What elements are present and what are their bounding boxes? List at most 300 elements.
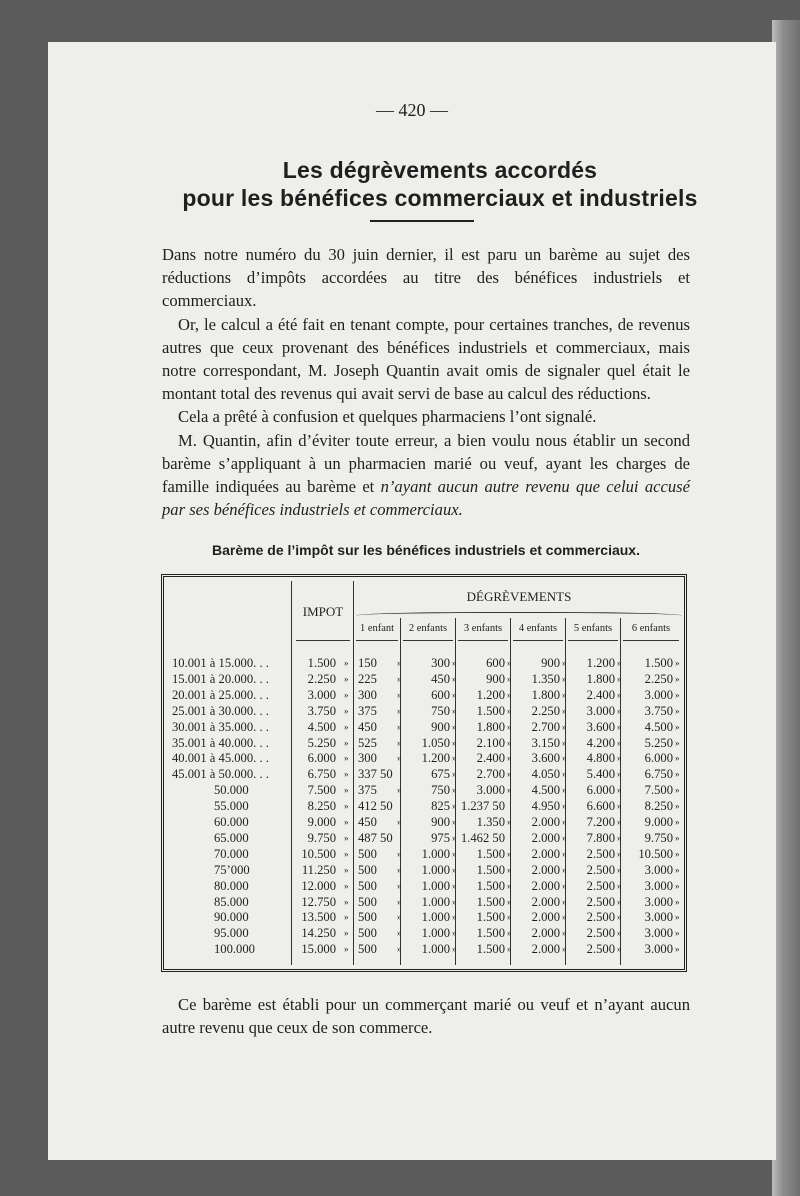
degrevement-value: 10.500: [638, 846, 673, 861]
ditto-mark: »: [344, 673, 349, 684]
ditto-mark: »: [344, 769, 349, 780]
table-row: [0, 894, 800, 910]
income-range: 85.000: [214, 894, 249, 909]
ditto-mark: »: [562, 753, 567, 764]
degrevement-value: 2.500: [586, 862, 615, 877]
ditto-mark: »: [507, 912, 512, 923]
ditto-mark: »: [452, 817, 457, 827]
ditto-mark: »: [452, 705, 457, 716]
degrevement-value: 450: [431, 671, 450, 686]
degrevement-value: 375: [358, 703, 377, 718]
degrevement-value: 1.237 50: [460, 799, 505, 814]
degrevement-value: 150: [358, 656, 377, 670]
ditto-mark: »: [617, 721, 622, 732]
degrevement-value: 2.500: [586, 942, 615, 957]
degrevement-value: 2.250: [644, 671, 673, 686]
degrevement-value: 2.500: [586, 926, 615, 941]
degrevement-value: 1.350: [476, 815, 505, 829]
impot-value: 6.750: [307, 767, 336, 782]
table-row: [0, 655, 800, 671]
header-brace: [356, 612, 682, 621]
ditto-mark: »: [562, 864, 567, 875]
degrevement-value: 2.100: [476, 735, 505, 750]
ditto-mark: »: [397, 880, 402, 891]
ditto-mark: »: [507, 817, 512, 827]
ditto-mark: »: [452, 673, 457, 684]
ditto-mark: »: [397, 912, 402, 923]
degrevement-value: 2.400: [476, 751, 505, 766]
degrevement-value: 5.250: [644, 735, 673, 750]
ditto-mark: »: [344, 801, 349, 812]
table-row: [0, 735, 800, 751]
ditto-mark: »: [617, 880, 622, 891]
degrevement-value: 4.050: [531, 767, 560, 782]
degrevement-value: 6.000: [644, 751, 673, 766]
degrevement-value: 1.200: [421, 751, 450, 766]
degrevement-value: 3.000: [644, 878, 673, 893]
impot-value: 13.500: [301, 910, 336, 925]
title-rule: [370, 220, 474, 222]
title-line-2: pour les bénéfices commerciaux et industriels: [182, 185, 698, 211]
ditto-mark: »: [452, 658, 457, 668]
ditto-mark: »: [617, 705, 622, 716]
income-range: 75’000: [214, 862, 250, 877]
degrevement-value: 3.000: [644, 687, 673, 702]
ditto-mark: »: [675, 848, 680, 859]
ditto-mark: »: [452, 801, 457, 812]
impot-value: 14.250: [301, 926, 336, 941]
degrevement-value: 5.400: [586, 767, 615, 782]
table-row: [0, 941, 800, 957]
impot-value: 2.250: [307, 671, 336, 686]
ditto-mark: »: [452, 944, 457, 955]
ditto-mark: »: [617, 896, 622, 907]
ditto-mark: »: [617, 912, 622, 923]
income-range: 10.001 à 15.000. . .: [172, 656, 269, 670]
degrevement-value: 2.250: [531, 703, 560, 718]
degrevement-value: 1.500: [644, 656, 673, 670]
degrevement-value: 1.000: [421, 846, 450, 861]
ditto-mark: »: [397, 737, 402, 748]
degrevement-value: 1.500: [476, 910, 505, 925]
ditto-mark: »: [675, 785, 680, 796]
degrevement-value: 500: [358, 878, 377, 893]
ditto-mark: »: [675, 658, 680, 668]
ditto-mark: »: [507, 769, 512, 780]
impot-value: 8.250: [307, 799, 336, 814]
ditto-mark: »: [397, 817, 402, 827]
ditto-mark: »: [675, 928, 680, 939]
ditto-mark: »: [344, 737, 349, 748]
impot-value: 5.250: [307, 735, 336, 750]
ditto-mark: »: [562, 832, 567, 843]
income-range: 60.000: [214, 815, 249, 829]
ditto-mark: »: [507, 658, 512, 668]
degrevement-value: 6.600: [586, 799, 615, 814]
degrevement-value: 1.000: [421, 862, 450, 877]
degrevement-value: 1.500: [476, 894, 505, 909]
degrevement-value: 487 50: [358, 830, 393, 845]
ditto-mark: »: [344, 705, 349, 716]
degrevement-value: 600: [486, 656, 505, 670]
article-title: [120, 156, 760, 212]
table-row: [0, 782, 800, 798]
ditto-mark: »: [562, 880, 567, 891]
degrevement-value: 500: [358, 926, 377, 941]
degrevement-value: 300: [431, 656, 450, 670]
paragraph-4-italic: n’ayant aucun autre revenu que celui accusé par ses bénéfices industriels et commerciaux.: [162, 477, 690, 520]
degrevement-value: 900: [541, 656, 560, 670]
ditto-mark: »: [617, 753, 622, 764]
impot-value: 3.000: [307, 687, 336, 702]
ditto-mark: »: [675, 737, 680, 748]
degrevement-value: 2.000: [531, 846, 560, 861]
ditto-mark: »: [617, 817, 622, 827]
ditto-mark: »: [562, 721, 567, 732]
degrevement-value: 1.350: [531, 671, 560, 686]
ditto-mark: »: [344, 848, 349, 859]
table-row: [0, 830, 800, 846]
ditto-mark: »: [562, 658, 567, 668]
ditto-mark: »: [397, 689, 402, 700]
income-range: 25.001 à 30.000. . .: [172, 703, 269, 718]
table-row: [0, 862, 800, 878]
ditto-mark: »: [397, 944, 402, 955]
header-underline: [568, 640, 618, 641]
degrevement-value: 300: [358, 687, 377, 702]
ditto-mark: »: [507, 880, 512, 891]
degrevement-value: 6.750: [644, 767, 673, 782]
header-underline: [458, 640, 508, 641]
degrevement-value: 4.950: [531, 799, 560, 814]
ditto-mark: »: [344, 880, 349, 891]
degrevement-value: 450: [358, 719, 377, 734]
ditto-mark: »: [562, 896, 567, 907]
degrevement-value: 7.500: [644, 783, 673, 798]
degrevement-value: 7.200: [586, 815, 615, 829]
degrevement-value: 2.500: [586, 910, 615, 925]
degrevement-value: 1.200: [586, 656, 615, 670]
impot-value: 1.500: [307, 656, 336, 670]
degrevement-value: 337 50: [358, 767, 393, 782]
table-row: [0, 846, 800, 862]
ditto-mark: »: [452, 753, 457, 764]
ditto-mark: »: [344, 944, 349, 955]
ditto-mark: »: [344, 817, 349, 827]
impot-header: IMPOT: [302, 604, 344, 619]
degrevement-value: 2.500: [586, 878, 615, 893]
ditto-mark: »: [675, 896, 680, 907]
degrevement-value: 1.500: [476, 878, 505, 893]
degrevement-value: 3.000: [644, 926, 673, 941]
header-underline: [403, 640, 453, 641]
degrevement-value: 1.800: [586, 671, 615, 686]
degrevement-value: 675: [431, 767, 450, 782]
income-range: 55.000: [214, 799, 249, 814]
impot-value: 6.000: [307, 751, 336, 766]
header-6-enfants: 6 enfants: [631, 623, 671, 634]
ditto-mark: »: [562, 928, 567, 939]
degrevement-value: 3.000: [644, 862, 673, 877]
degrevement-value: 2.500: [586, 894, 615, 909]
ditto-mark: »: [617, 737, 622, 748]
table-row: [0, 878, 800, 894]
article-body: [162, 243, 690, 521]
income-range: 40.001 à 45.000. . .: [172, 751, 269, 766]
paragraph-2: Or, le calcul a été fait en tenant compte, pour certaines tranches, de revenus autres que ceux provenant des bénéfices industriels et commerciaux, mais notre correspondant, M. Joseph Quantin avait omis de signaler quel était le montant total des revenus qui avait servi de base au calcul des réductions.: [162, 314, 690, 404]
ditto-mark: »: [562, 817, 567, 827]
ditto-mark: »: [562, 737, 567, 748]
ditto-mark: »: [452, 928, 457, 939]
ditto-mark: »: [562, 769, 567, 780]
ditto-mark: »: [675, 880, 680, 891]
ditto-mark: »: [344, 896, 349, 907]
ditto-mark: »: [617, 689, 622, 700]
header-2-enfants: 2 enfants: [408, 623, 448, 634]
ditto-mark: »: [675, 689, 680, 700]
table-row: [0, 814, 800, 830]
ditto-mark: »: [344, 785, 349, 796]
degrevement-value: 3.150: [531, 735, 560, 750]
closing-paragraph: Ce barème est établi pour un commerçant marié ou veuf et n’ayant aucun autre revenu que ceux de son commerce.: [162, 995, 690, 1037]
impot-value: 7.500: [307, 783, 336, 798]
income-range: 15.001 à 20.000. . .: [172, 671, 269, 686]
ditto-mark: »: [507, 896, 512, 907]
header-underline: [296, 640, 350, 641]
ditto-mark: »: [507, 753, 512, 764]
degrevement-value: 2.000: [531, 894, 560, 909]
impot-value: 12.000: [301, 878, 336, 893]
degrevement-value: 500: [358, 862, 377, 877]
ditto-mark: »: [452, 721, 457, 732]
title-line-1: Les dégrèvements accordés: [282, 157, 598, 183]
paragraph-4-text: M. Quantin, afin d’éviter toute erreur, a bien voulu nous établir un second barème s’appliquant à un pharmacien marié ou veuf, ayant les charges de famille indiquées au barème et: [162, 430, 690, 497]
paragraph-1: Dans notre numéro du 30 juin dernier, il est paru un barème au sujet des réductions d’impôts accordées au titre des bénéfices industriels et commerciaux.: [162, 245, 690, 311]
degrevement-value: 1.050: [421, 735, 450, 750]
ditto-mark: »: [507, 928, 512, 939]
income-range: 95.000: [214, 926, 249, 941]
header-underline: [623, 640, 679, 641]
degrevement-value: 1.000: [421, 910, 450, 925]
ditto-mark: »: [507, 864, 512, 875]
degrevement-value: 4.500: [644, 719, 673, 734]
degrevement-value: 4.500: [531, 783, 560, 798]
ditto-mark: »: [562, 912, 567, 923]
ditto-mark: »: [397, 753, 402, 764]
degrevement-value: 1.500: [476, 862, 505, 877]
page-edge-shadow: [772, 20, 800, 1196]
impot-value: 15.000: [301, 942, 336, 957]
ditto-mark: »: [562, 848, 567, 859]
impot-value: 9.000: [307, 815, 336, 829]
degrevement-value: 1.000: [421, 878, 450, 893]
ditto-mark: »: [452, 880, 457, 891]
ditto-mark: »: [452, 896, 457, 907]
degrevement-value: 900: [431, 815, 450, 829]
ditto-mark: »: [452, 737, 457, 748]
degrevement-value: 2.700: [531, 719, 560, 734]
degrevement-value: 825: [431, 799, 450, 814]
degrevement-value: 1.000: [421, 942, 450, 957]
ditto-mark: »: [452, 848, 457, 859]
income-range: 45.001 à 50.000. . .: [172, 767, 269, 782]
ditto-mark: »: [675, 912, 680, 923]
ditto-mark: »: [452, 769, 457, 780]
degrevement-value: 1.500: [476, 942, 505, 957]
ditto-mark: »: [617, 944, 622, 955]
ditto-mark: »: [675, 944, 680, 955]
degrevement-value: 6.000: [586, 783, 615, 798]
table-row: [0, 750, 800, 766]
ditto-mark: »: [507, 721, 512, 732]
impot-value: 12.750: [301, 894, 336, 909]
ditto-mark: »: [397, 864, 402, 875]
ditto-mark: »: [507, 944, 512, 955]
degrevement-value: 3.000: [586, 703, 615, 718]
degrevement-value: 1.500: [476, 703, 505, 718]
ditto-mark: »: [675, 705, 680, 716]
ditto-mark: »: [617, 769, 622, 780]
degrevement-value: 225: [358, 671, 377, 686]
ditto-mark: »: [397, 928, 402, 939]
degrevement-value: 900: [431, 719, 450, 734]
header-3-enfants: 3 enfants: [463, 623, 503, 634]
ditto-mark: »: [617, 785, 622, 796]
ditto-mark: »: [675, 801, 680, 812]
table-row: [0, 671, 800, 687]
degrevement-value: 2.400: [586, 687, 615, 702]
degrevement-value: 1.500: [476, 846, 505, 861]
degrevement-value: 500: [358, 942, 377, 957]
degrevement-value: 2.000: [531, 878, 560, 893]
degrevement-value: 525: [358, 735, 377, 750]
ditto-mark: »: [507, 737, 512, 748]
ditto-mark: »: [452, 832, 457, 843]
paragraph-3: Cela a prêté à confusion et quelques pharmaciens l’ont signalé.: [178, 407, 597, 427]
impot-value: 4.500: [307, 719, 336, 734]
ditto-mark: »: [617, 832, 622, 843]
ditto-mark: »: [397, 721, 402, 732]
ditto-mark: »: [397, 673, 402, 684]
ditto-mark: »: [562, 944, 567, 955]
degrevements-header: DÉGRÈVEMENTS: [466, 589, 572, 604]
header-4-enfants: 4 enfants: [518, 623, 558, 634]
income-range: 20.001 à 25.000. . .: [172, 687, 269, 702]
degrevement-value: 3.000: [476, 783, 505, 798]
ditto-mark: »: [452, 689, 457, 700]
ditto-mark: »: [344, 864, 349, 875]
ditto-mark: »: [617, 864, 622, 875]
degrevement-value: 500: [358, 846, 377, 861]
ditto-mark: »: [675, 721, 680, 732]
degrevement-value: 3.600: [586, 719, 615, 734]
table-caption: Barème de l’impôt sur les bénéfices industriels et commerciaux.: [212, 542, 640, 558]
income-range: 30.001 à 35.000. . .: [172, 719, 269, 734]
degrevement-value: 2.000: [531, 926, 560, 941]
ditto-mark: »: [452, 785, 457, 796]
header-underline: [356, 640, 398, 641]
degrevement-value: 500: [358, 910, 377, 925]
degrevement-value: 8.250: [644, 799, 673, 814]
table-row: [0, 909, 800, 925]
degrevement-value: 1.200: [476, 687, 505, 702]
ditto-mark: »: [344, 832, 349, 843]
ditto-mark: »: [562, 785, 567, 796]
impot-value: 10.500: [301, 846, 336, 861]
degrevement-value: 1.000: [421, 894, 450, 909]
degrevement-value: 7.800: [586, 830, 615, 845]
ditto-mark: »: [344, 721, 349, 732]
degrevement-value: 1.462 50: [460, 830, 505, 845]
degrevement-value: 2.000: [531, 830, 560, 845]
degrevement-value: 412 50: [358, 799, 393, 814]
header-1-enfant: 1 enfant: [359, 623, 395, 634]
income-range: 65.000: [214, 830, 249, 845]
closing-note: [162, 993, 690, 1039]
ditto-mark: »: [675, 832, 680, 843]
degrevement-value: 9.750: [644, 830, 673, 845]
degrevement-value: 4.200: [586, 735, 615, 750]
table-row: [0, 703, 800, 719]
degrevement-value: 450: [358, 815, 377, 829]
degrevement-value: 300: [358, 751, 377, 766]
degrevement-value: 2.000: [531, 815, 560, 829]
page-number: — 420 —: [376, 100, 448, 120]
table-row: [0, 798, 800, 814]
ditto-mark: »: [397, 658, 402, 668]
header-underline: [513, 640, 563, 641]
degrevement-value: 375: [358, 783, 377, 798]
ditto-mark: »: [675, 817, 680, 827]
income-range: 80.000: [214, 878, 249, 893]
ditto-mark: »: [562, 689, 567, 700]
ditto-mark: »: [675, 864, 680, 875]
ditto-mark: »: [452, 912, 457, 923]
impot-value: 11.250: [301, 862, 336, 877]
ditto-mark: »: [675, 673, 680, 684]
impot-value: 9.750: [307, 830, 336, 845]
income-range: 100.000: [214, 942, 255, 957]
ditto-mark: »: [507, 785, 512, 796]
income-range: 90.000: [214, 910, 249, 925]
income-range: 50.000: [214, 783, 249, 798]
degrevement-value: 1.000: [421, 926, 450, 941]
ditto-mark: »: [344, 912, 349, 923]
ditto-mark: »: [344, 658, 349, 668]
ditto-mark: »: [452, 864, 457, 875]
ditto-mark: »: [344, 753, 349, 764]
ditto-mark: »: [507, 705, 512, 716]
degrevement-value: 1.800: [476, 719, 505, 734]
degrevement-value: 9.000: [644, 815, 673, 829]
ditto-mark: »: [344, 689, 349, 700]
ditto-mark: »: [562, 705, 567, 716]
paragraph-4: [162, 429, 690, 522]
table-row: [0, 925, 800, 941]
table-row: [0, 719, 800, 735]
ditto-mark: »: [507, 689, 512, 700]
ditto-mark: »: [562, 673, 567, 684]
ditto-mark: »: [562, 801, 567, 812]
ditto-mark: »: [617, 801, 622, 812]
ditto-mark: »: [507, 848, 512, 859]
degrevement-value: 2.000: [531, 942, 560, 957]
ditto-mark: »: [617, 658, 622, 668]
degrevement-value: 1.500: [476, 926, 505, 941]
degrevement-value: 2.000: [531, 862, 560, 877]
ditto-mark: »: [617, 848, 622, 859]
degrevement-value: 500: [358, 894, 377, 909]
